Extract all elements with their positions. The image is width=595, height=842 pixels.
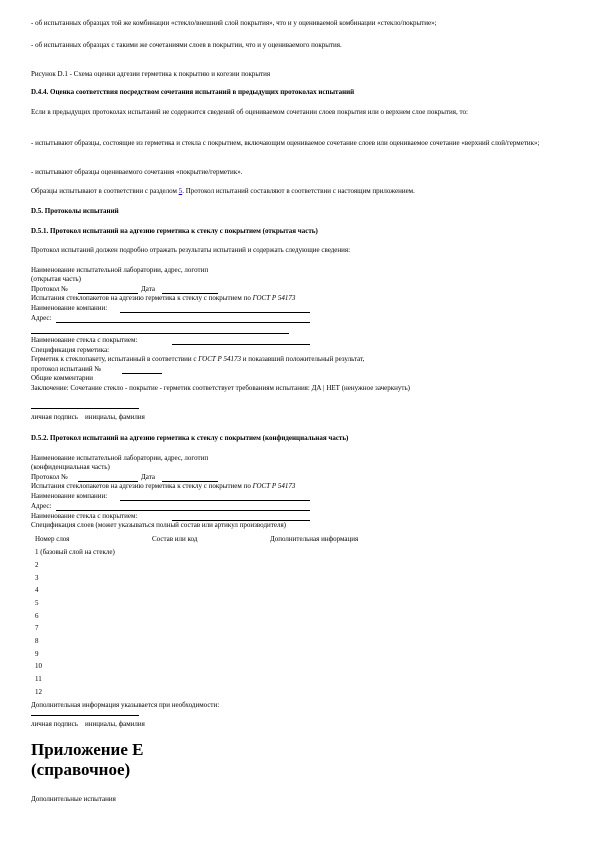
appendix-title-line1: Приложение Е	[31, 740, 144, 759]
figure-caption: Рисунок D.1 - Схема оценки адгезии герметика к покрытию и когезии покрытия	[31, 70, 271, 78]
form1-standard-ref: ГОСТ Р 54173	[252, 294, 296, 302]
table-row-layer-7: 7	[35, 624, 39, 632]
table-row-layer-6: 6	[35, 612, 39, 620]
section-d44-para2	[31, 187, 415, 196]
form1-sealant-protocol: протокол испытаний №	[31, 365, 102, 373]
table-row-layer-3: 3	[35, 574, 39, 582]
form1-lab-line2: (открытая часть)	[31, 275, 81, 283]
form1-signature-line[interactable]	[31, 408, 139, 409]
form2-signature-line[interactable]	[31, 715, 139, 716]
section-d44-heading: D.4.4. Оценка соответствия посредством сочетания испытаний в предыдущих протоколах испытаний	[31, 88, 355, 96]
form1-test-title	[31, 294, 295, 303]
table-row-layer-11: 11	[35, 675, 42, 683]
table-header-layer-number: Номер слоя	[35, 535, 70, 543]
form1-address-field[interactable]	[56, 322, 310, 323]
form1-signature-label: личная подпись	[31, 413, 78, 421]
table-row-layer-5: 5	[35, 599, 39, 607]
form1-lab-line1: Наименование испытательной лаборатории, адрес, логотип	[31, 266, 209, 274]
form2-address: Адрес:	[31, 502, 52, 510]
form1-protocol-number: Протокол №	[31, 285, 68, 293]
form2-protocol-number: Протокол №	[31, 473, 68, 481]
form1-date-label: Дата	[141, 285, 155, 293]
form1-sealant-text-before: Герметик к стеклопакету, испытанный в соответствии с	[31, 355, 199, 363]
appendix-title-line2: (справочное)	[31, 760, 131, 779]
form1-sealant-text-after: и показавший положительный результат,	[241, 355, 365, 363]
form1-conclusion: Заключение: Сочетание стекло - покрытие - герметик соответствует требованиям испытания: ДА | НЕТ (ненужное зачеркнуть)	[31, 384, 411, 392]
table-header-composition: Состав или код	[152, 535, 198, 543]
para2-text-before: Образцы испытывают в соответствии с разделом	[31, 187, 179, 195]
form2-company-name: Наименование компании:	[31, 492, 108, 500]
form1-address: Адрес:	[31, 314, 52, 322]
form2-glass-name: Наименование стекла с покрытием:	[31, 512, 138, 520]
form1-test-title-text: Испытания стеклопакетов на адгезию герметика к стеклу с покрытием по	[31, 294, 253, 302]
table-row-layer-9: 9	[35, 650, 39, 658]
form2-signature-label: личная подпись	[31, 720, 78, 728]
form1-glass-field[interactable]	[172, 344, 310, 345]
form1-company-name: Наименование компании:	[31, 304, 108, 312]
section-d44-bullet1: - испытывают образцы, состоящие из герметика и стекла с покрытием, включающим оцениваемое сочетание слоев или оцениваемое сочетание «верхний слой/герметик»;	[31, 139, 540, 147]
section-d44-bullet2: - испытывают образцы оцениваемого сочетания «покрытие/герметик».	[31, 168, 243, 176]
table-row-layer-4: 4	[35, 586, 39, 594]
form2-additional-info: Дополнительная информация указывается при необходимости:	[31, 701, 220, 709]
table-row-layer-2: 2	[35, 561, 39, 569]
table-row-layer-1: 1 (базовый слой на стекле)	[35, 548, 115, 556]
section-d44-para1: Если в предыдущих протоколах испытаний не содержится сведений об оцениваемом сочетании слоев покрытия или о верхнем слое покрытия, то:	[31, 108, 468, 116]
section-d51-heading: D.5.1. Протокол испытаний на адгезию герметика к стеклу с покрытием (открытая часть)	[31, 227, 318, 235]
para2-text-after: . Протокол испытаний составляют в соответствии с настоящим приложением.	[182, 187, 415, 195]
table-header-additional-info: Дополнительная информация	[270, 535, 359, 543]
form1-initials-label: инициалы, фамилия	[85, 413, 145, 421]
form1-company-field[interactable]	[120, 312, 310, 313]
appendix-title	[31, 740, 143, 780]
form2-date-label: Дата	[141, 473, 155, 481]
top-bullet-2: - об испытанных образцах с такими же сочетаниями слоев в покрытии, что и у оцениваемого покрытия.	[31, 41, 342, 49]
form2-standard-ref: ГОСТ Р 54173	[252, 482, 296, 490]
table-row-layer-8: 8	[35, 637, 39, 645]
section-d52-heading: D.5.2. Протокол испытаний на адгезию герметика к стеклу с покрытием (конфиденциальная часть)	[31, 434, 349, 442]
form2-test-title	[31, 482, 295, 491]
form1-sealant-protocol-field[interactable]	[122, 373, 162, 374]
form2-lab-line2: (конфиденциальная часть)	[31, 463, 110, 471]
form1-sealant-text	[31, 355, 364, 364]
appendix-subtitle: Дополнительные испытания	[31, 795, 116, 803]
form2-initials-label: инициалы, фамилия	[85, 720, 145, 728]
top-bullet-1: - об испытанных образцах той же комбинации «стекло/внешний слой покрытия», что и у оцениваемой комбинации «стекло/покрытие»;	[31, 19, 437, 27]
section-d51-intro: Протокол испытаний должен подробно отражать результаты испытаний и содержать следующие сведения:	[31, 246, 351, 254]
section-5-link[interactable]: 5	[178, 187, 183, 195]
form1-sealant-spec: Спецификация герметика:	[31, 346, 110, 354]
form2-test-title-text: Испытания стеклопакетов на адгезию герметика к стеклу с покрытием по	[31, 482, 253, 490]
form1-glass-name: Наименование стекла с покрытием:	[31, 336, 138, 344]
form1-general-comments: Общие комментарии	[31, 374, 93, 382]
form2-address-field[interactable]	[56, 510, 310, 511]
form1-address-field-2[interactable]	[31, 333, 289, 334]
form2-lab-line1: Наименование испытательной лаборатории, адрес, логотип	[31, 454, 209, 462]
table-row-layer-12: 12	[35, 688, 42, 696]
table-row-layer-10: 10	[35, 662, 42, 670]
form2-layers-spec: Спецификация слоев (может указываться полный состав или артикул производителя)	[31, 521, 287, 529]
section-d5-heading: D.5. Протоколы испытаний	[31, 207, 119, 215]
form1-sealant-standard: ГОСТ Р 54173	[198, 355, 242, 363]
form2-company-field[interactable]	[120, 500, 310, 501]
